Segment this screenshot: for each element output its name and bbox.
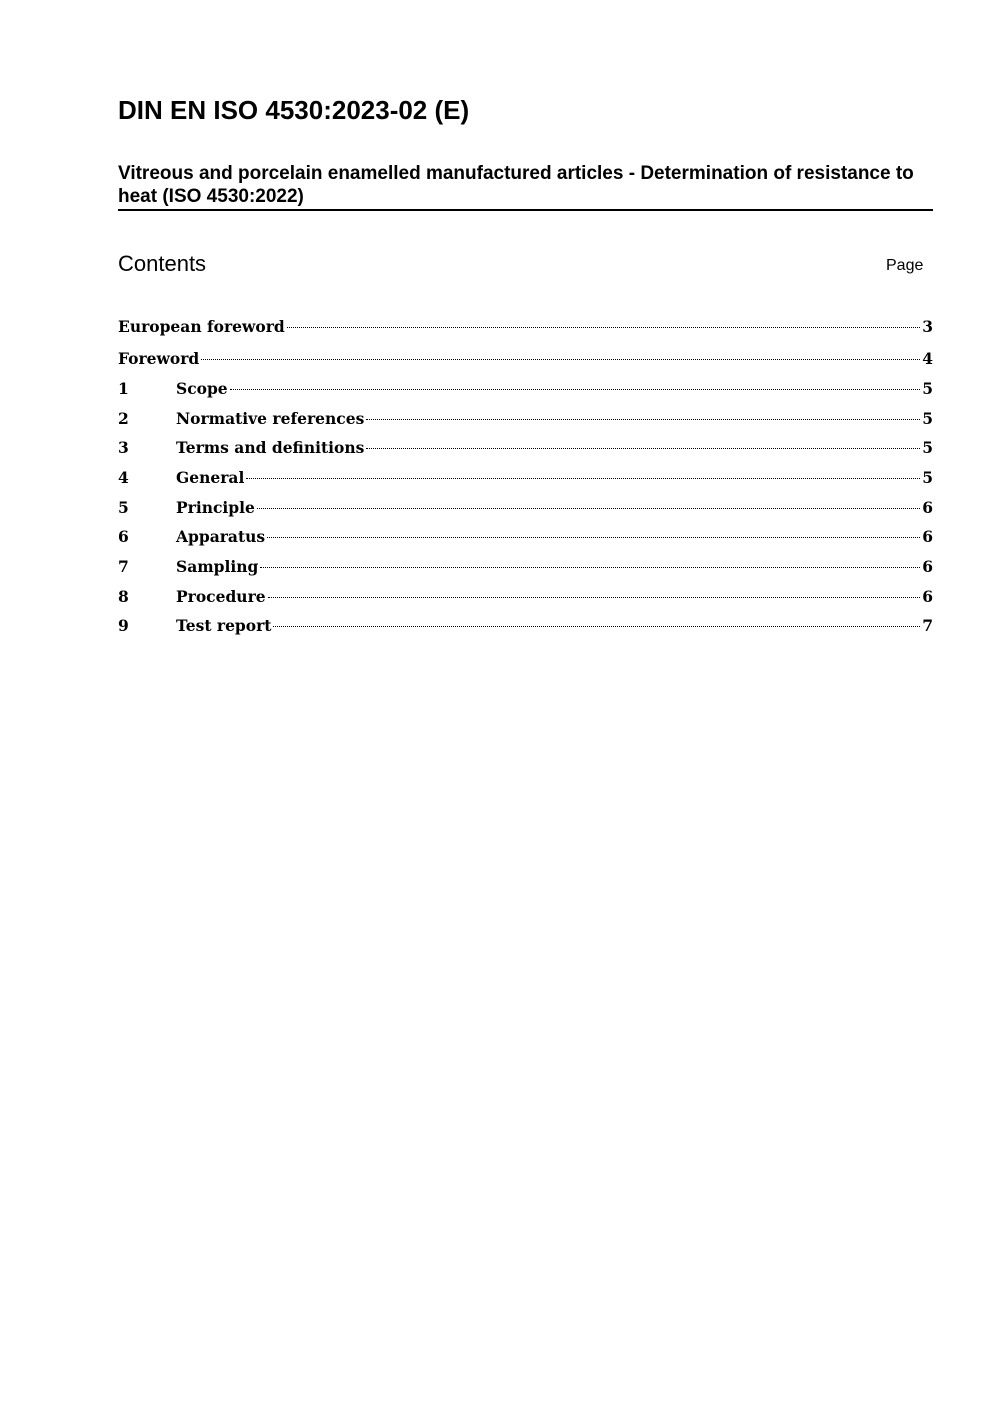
toc-dot-leader (230, 389, 921, 390)
toc-entry-number: 5 (118, 498, 129, 517)
toc-entry-page: 5 (922, 379, 933, 398)
toc-entry-title: Principle (176, 498, 255, 517)
toc-entry-page: 5 (922, 468, 933, 487)
toc-dot-leader (287, 327, 920, 328)
toc-entry-title: General (176, 468, 245, 487)
toc-entry-title: Sampling (176, 557, 259, 576)
toc-entry-principle[interactable] (118, 495, 933, 521)
toc-entry-test-report[interactable] (118, 613, 933, 639)
toc-entry-number: 6 (118, 527, 129, 546)
toc-entry-procedure[interactable] (118, 584, 933, 610)
toc-entry-page: 7 (922, 616, 933, 635)
toc-entry-page: 5 (922, 438, 933, 457)
toc-entry-title: European foreword (118, 317, 285, 336)
toc-dot-leader (268, 597, 921, 598)
toc-entry-foreword[interactable] (118, 346, 933, 372)
toc-entry-title: Normative references (176, 409, 365, 428)
toc-entry-title: Terms and definitions (176, 438, 365, 457)
toc-entry-page: 5 (922, 409, 933, 428)
toc-entry-apparatus[interactable] (118, 524, 933, 550)
toc-entry-number: 2 (118, 409, 129, 428)
toc-dot-leader (257, 508, 920, 509)
toc-dot-leader (366, 448, 920, 449)
toc-entry-normative-references[interactable] (118, 406, 933, 432)
toc-entry-number: 1 (118, 379, 129, 398)
toc-entry-page: 6 (922, 498, 933, 517)
toc-entry-number: 7 (118, 557, 129, 576)
toc-entry-european-foreword[interactable] (118, 314, 933, 340)
toc-entry-sampling[interactable] (118, 554, 933, 580)
toc-dot-leader (273, 626, 920, 627)
toc-entry-page: 6 (922, 557, 933, 576)
contents-heading: Contents (118, 251, 207, 276)
toc-entry-title: Scope (176, 379, 228, 398)
toc-dot-leader (366, 419, 920, 420)
toc-entry-page: 6 (922, 587, 933, 606)
toc-entry-number: 3 (118, 438, 129, 457)
toc-entry-page: 4 (922, 349, 933, 368)
document-number: DIN EN ISO 4530:2023-02 (E) (118, 95, 470, 125)
toc-entry-page: 3 (922, 317, 933, 336)
toc-entry-general[interactable] (118, 465, 933, 491)
toc-entry-title: Procedure (176, 587, 266, 606)
toc-entry-page: 6 (922, 527, 933, 546)
toc-entry-title: Test report (176, 616, 272, 635)
toc-dot-leader (267, 537, 920, 538)
toc-dot-leader (260, 567, 920, 568)
toc-entry-scope[interactable] (118, 376, 933, 402)
page-column-label: Page (886, 257, 924, 274)
document-title: Vitreous and porcelain enamelled manufactured articles - Determination of resistance to heat (ISO 4530:2022) (118, 162, 933, 211)
toc-entry-number: 8 (118, 587, 129, 606)
toc-entry-terms-and-definitions[interactable] (118, 435, 933, 461)
toc-entry-number: 9 (118, 616, 129, 635)
toc-entry-title: Apparatus (176, 527, 266, 546)
toc-entry-number: 4 (118, 468, 129, 487)
toc-entry-title: Foreword (118, 349, 200, 368)
toc-dot-leader (201, 359, 920, 360)
toc-dot-leader (246, 478, 920, 479)
